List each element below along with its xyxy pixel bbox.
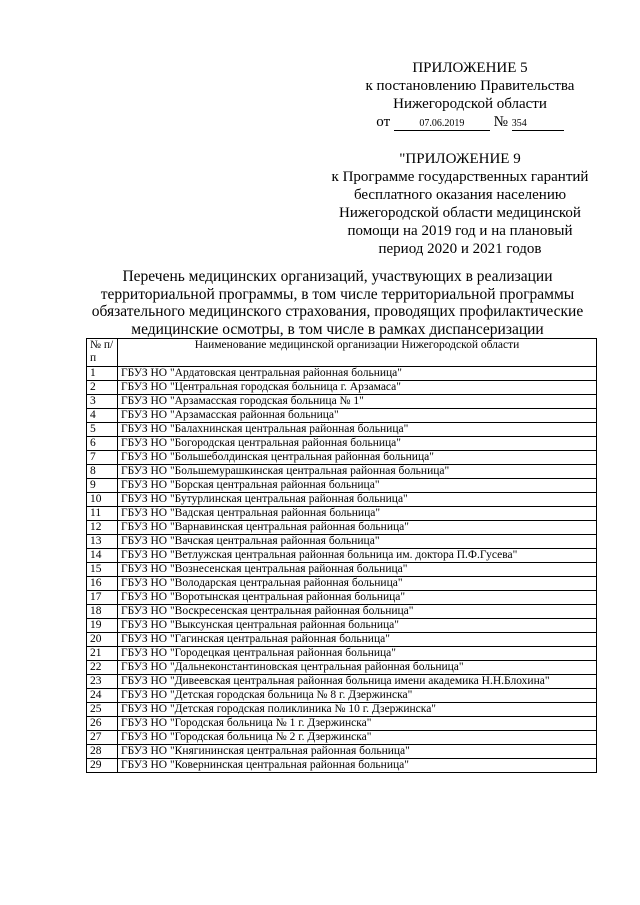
table-row — [87, 647, 597, 661]
organization-name: ГБУЗ НО "Вачская центральная районная больница" — [118, 535, 597, 549]
row-number: 15 — [87, 563, 118, 577]
table-row — [87, 759, 597, 773]
table-row — [87, 605, 597, 619]
table-row — [87, 409, 597, 423]
header-num: № п/п — [87, 339, 118, 367]
table-row — [87, 381, 597, 395]
appendix-9-line: помощи на 2019 год и на плановый — [347, 223, 573, 239]
appendix-9-title: "ПРИЛОЖЕНИЕ 9 — [399, 151, 521, 167]
table-row — [87, 633, 597, 647]
row-number: 22 — [87, 661, 118, 675]
row-number: 1 — [87, 367, 118, 381]
row-number: 25 — [87, 703, 118, 717]
organization-name: ГБУЗ НО "Выксунская центральная районная больница" — [118, 619, 597, 633]
organization-name: ГБУЗ НО "Воротынская центральная районная больница" — [118, 591, 597, 605]
table-row — [87, 717, 597, 731]
table-row — [87, 465, 597, 479]
appendix-9-line: к Программе государственных гарантий — [331, 169, 589, 185]
row-number: 20 — [87, 633, 118, 647]
table-row — [87, 619, 597, 633]
row-number: 2 — [87, 381, 118, 395]
organization-name: ГБУЗ НО "Городская больница № 1 г. Дзержинска" — [118, 717, 597, 731]
appendix-5-header — [330, 59, 610, 131]
row-number: 12 — [87, 521, 118, 535]
organization-name: ГБУЗ НО "Городецкая центральная районная больница" — [118, 647, 597, 661]
decree-number: 354 — [512, 118, 564, 131]
row-number: 26 — [87, 717, 118, 731]
decree-date-line — [376, 113, 563, 131]
table-row — [87, 563, 597, 577]
table-row — [87, 689, 597, 703]
row-number: 9 — [87, 479, 118, 493]
organization-name: ГБУЗ НО "Детская городская больница № 8 г. Дзержинска" — [118, 689, 597, 703]
table-row — [87, 591, 597, 605]
organizations-table — [86, 338, 597, 773]
table-row — [87, 423, 597, 437]
row-number: 11 — [87, 507, 118, 521]
organization-name: ГБУЗ НО "Богородская центральная районная больница" — [118, 437, 597, 451]
row-number: 7 — [87, 451, 118, 465]
row-number: 6 — [87, 437, 118, 451]
table-row — [87, 661, 597, 675]
table-row — [87, 493, 597, 507]
row-number: 18 — [87, 605, 118, 619]
decree-date: 07.06.2019 — [394, 118, 490, 131]
header-name: Наименование медицинской организации Нижегородской области — [118, 339, 597, 367]
row-number: 23 — [87, 675, 118, 689]
organization-name: ГБУЗ НО "Воскресенская центральная районная больница" — [118, 605, 597, 619]
table-row — [87, 367, 597, 381]
number-label: № — [493, 114, 508, 130]
from-label: от — [376, 114, 391, 130]
appendix-5-line-2: Нижегородской области — [393, 96, 547, 112]
organization-name: ГБУЗ НО "Детская городская поликлиника № 10 г. Дзержинска" — [118, 703, 597, 717]
row-number: 19 — [87, 619, 118, 633]
organization-name: ГБУЗ НО "Большеболдинская центральная районная больница" — [118, 451, 597, 465]
organization-name: ГБУЗ НО "Борская центральная районная больница" — [118, 479, 597, 493]
table-row — [87, 507, 597, 521]
table-row — [87, 577, 597, 591]
row-number: 17 — [87, 591, 118, 605]
organization-name: ГБУЗ НО "Центральная городская больница г. Арзамаса" — [118, 381, 597, 395]
organization-name: ГБУЗ НО "Гагинская центральная районная больница" — [118, 633, 597, 647]
table-row — [87, 535, 597, 549]
table-header-row — [87, 339, 597, 367]
organization-name: ГБУЗ НО "Арзамасская городская больница № 1" — [118, 395, 597, 409]
row-number: 24 — [87, 689, 118, 703]
organization-name: ГБУЗ НО "Большемурашкинская центральная районная больница" — [118, 465, 597, 479]
organization-name: ГБУЗ НО "Ардатовская центральная районная больница" — [118, 367, 597, 381]
row-number: 4 — [87, 409, 118, 423]
organization-name: ГБУЗ НО "Вознесенская центральная районная больница" — [118, 563, 597, 577]
row-number: 10 — [87, 493, 118, 507]
organization-name: ГБУЗ НО "Арзамасская районная больница" — [118, 409, 597, 423]
organization-name: ГБУЗ НО "Дивеевская центральная районная больница имени академика Н.Н.Блохина" — [118, 675, 597, 689]
table-row — [87, 549, 597, 563]
table-row — [87, 451, 597, 465]
organization-name: ГБУЗ НО "Володарская центральная районная больница" — [118, 577, 597, 591]
organization-name: ГБУЗ НО "Дальнеконстантиновская центральная районная больница" — [118, 661, 597, 675]
row-number: 5 — [87, 423, 118, 437]
table-row — [87, 521, 597, 535]
organization-name: ГБУЗ НО "Ветлужская центральная районная больница им. доктора П.Ф.Гусева" — [118, 549, 597, 563]
row-number: 14 — [87, 549, 118, 563]
appendix-9-line: бесплатного оказания населению — [353, 187, 567, 203]
appendix-9-line: Нижегородской области медицинской — [339, 205, 581, 221]
organization-name: ГБУЗ НО "Городская больница № 2 г. Дзержинска" — [118, 731, 597, 745]
row-number: 27 — [87, 731, 118, 745]
organization-name: ГБУЗ НО "Княгининская центральная районная больница" — [118, 745, 597, 759]
organization-name: ГБУЗ НО "Варнавинская центральная районная больница" — [118, 521, 597, 535]
organization-name: ГБУЗ НО "Балахнинская центральная районная больница" — [118, 423, 597, 437]
organization-name: ГБУЗ НО "Вадская центральная районная больница" — [118, 507, 597, 521]
row-number: 16 — [87, 577, 118, 591]
table-row — [87, 395, 597, 409]
row-number: 3 — [87, 395, 118, 409]
row-number: 28 — [87, 745, 118, 759]
appendix-5-title: ПРИЛОЖЕНИЕ 5 — [412, 60, 528, 76]
table-row — [87, 675, 597, 689]
row-number: 13 — [87, 535, 118, 549]
table-row — [87, 703, 597, 717]
organization-name: ГБУЗ НО "Бутурлинская центральная районная больница" — [118, 493, 597, 507]
appendix-9-header — [310, 150, 610, 258]
table-row — [87, 437, 597, 451]
table-body — [87, 367, 597, 773]
table-row — [87, 745, 597, 759]
table-row — [87, 479, 597, 493]
row-number: 29 — [87, 759, 118, 773]
appendix-9-line: период 2020 и 2021 годов — [378, 241, 542, 257]
table-row — [87, 731, 597, 745]
organization-name: ГБУЗ НО "Ковернинская центральная районная больница" — [118, 759, 597, 773]
row-number: 21 — [87, 647, 118, 661]
row-number: 8 — [87, 465, 118, 479]
appendix-5-line-1: к постановлению Правительства — [365, 78, 575, 94]
list-title: Перечень медицинских организаций, участвующих в реализации территориальной программы, в том числе территориальной программы обязательного медицинского страхования, проводящих профилактические медицинские осмотры, в том числе в рамках диспансеризации — [91, 268, 584, 338]
